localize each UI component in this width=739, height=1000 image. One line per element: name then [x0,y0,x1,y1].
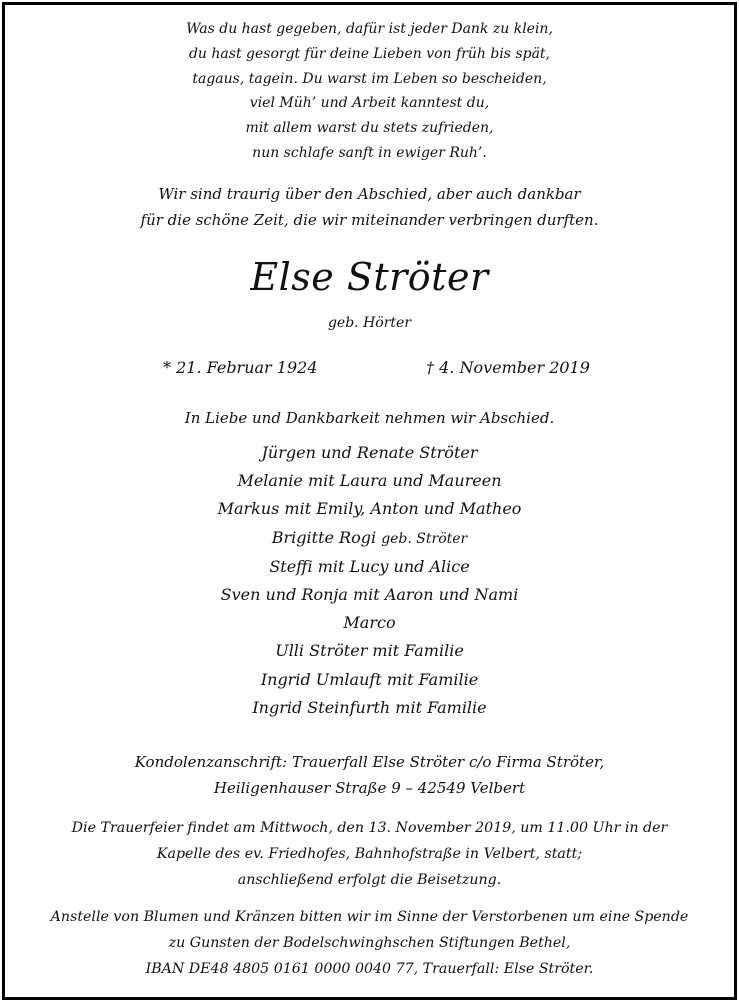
sentence-line: für die schöne Zeit, die wir miteinander verbringen durften. [140,211,599,229]
poem-line: viel Müh’ und Arbeit kanntest du, [249,95,490,112]
family-member-name: Brigitte Rogi [271,527,377,547]
family-member: Jürgen und Renate Ströter [261,443,478,462]
poem-line: du hast gesorgt für deine Lieben von früh bis spät, [188,45,551,62]
ceremony-line: Kapelle des ev. Friedhofes, Bahnhofstraße in Velbert, statt; [156,846,583,862]
address-line: Heiligenhauser Straße 9 – 42549 Velbert [213,779,526,797]
death-date: † 4. November 2019 [426,358,590,377]
family-member-maiden-name: geb. Ströter [381,530,468,547]
condolence-address [0,749,739,801]
family-member: Ulli Ströter mit Familie [275,641,464,661]
poem-line: mit allem warst du stets zufrieden, [245,120,494,137]
funeral-ceremony-info [0,815,739,893]
deceased-name: Else Ströter [250,255,489,299]
donation-line: Anstelle von Blumen und Kränzen bitten wir im Sinne der Verstorbenen um eine Spende [50,909,689,925]
family-member: Melanie mit Laura und Maureen [237,471,502,491]
donation-line: zu Gunsten der Bodelschwinghschen Stiftungen Bethel, [168,935,571,951]
mourning-sentence [0,181,739,233]
poem-line: tagaus, tagein. Du warst im Leben so bescheiden, [192,70,547,87]
family-member [0,524,739,553]
maiden-name: geb. Hörter [327,315,412,331]
family-member: Marco [343,613,396,633]
family-member: Ingrid Umlauft mit Familie [260,669,479,689]
family-list [0,439,739,722]
ceremony-line: anschließend erfolgt die Beisetzung. [237,872,502,888]
poem-line: Was du hast gegeben, dafür ist jeder Dank zu klein, [186,21,553,37]
ceremony-line: Die Trauerfeier findet am Mittwoch, den 13. November 2019, um 11.00 Uhr in der [71,820,668,836]
family-member: Ingrid Steinfurth mit Familie [252,697,487,717]
donation-request [0,904,739,982]
family-member: Steffi mit Lucy und Alice [269,556,470,576]
address-line: Kondolenzanschrift: Trauerfall Else Ströter c/o Firma Ströter, [134,753,605,771]
donation-line: IBAN DE48 4805 0161 0000 0040 77, Trauerfall: Else Ströter. [145,961,594,977]
sentence-line: Wir sind traurig über den Abschied, aber auch dankbar [158,185,581,203]
farewell-line: In Liebe und Dankbarkeit nehmen wir Abschied. [184,409,555,427]
birth-date: * 21. Februar 1924 [163,358,318,377]
poem-line: nun schlafe sanft in ewiger Ruh’. [252,144,487,161]
family-member: Sven und Ronja mit Aaron und Nami [220,585,519,605]
family-member: Markus mit Emily, Anton und Matheo [217,499,522,519]
poem [0,17,739,166]
